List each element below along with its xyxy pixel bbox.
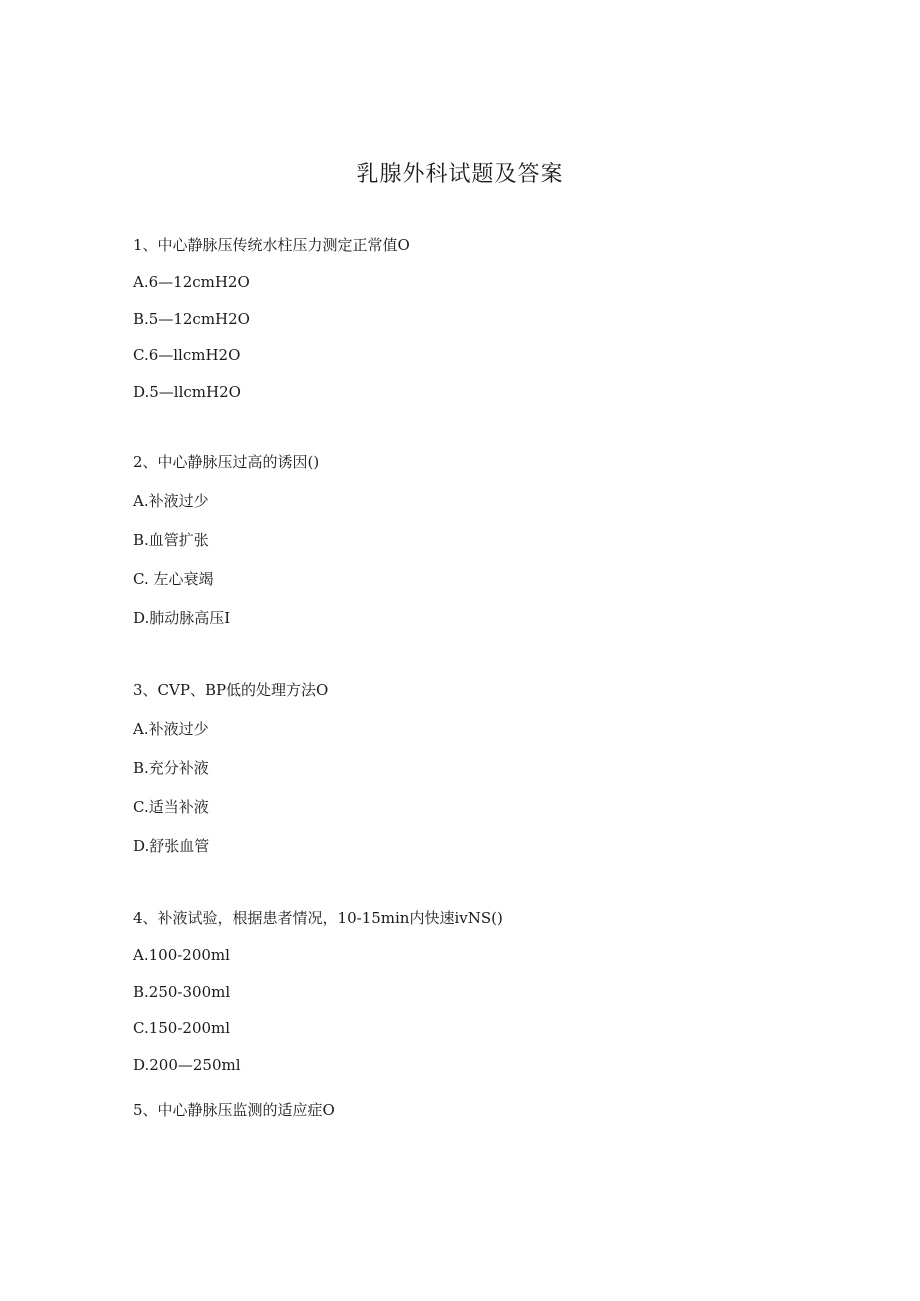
question-4-option-c: C.150-200ml bbox=[133, 1019, 231, 1037]
question-2-option-b: B.血管扩张 bbox=[133, 531, 209, 549]
question-2-option-c: C. 左心衰竭 bbox=[133, 570, 214, 588]
question-1-option-a: A.6—12cmH2O bbox=[133, 273, 250, 291]
question-3-option-c: C.适当补液 bbox=[133, 798, 209, 816]
question-3-stem: 3、CVP、BP低的处理方法O bbox=[133, 681, 329, 699]
question-1-stem: 1、中心静脉压传统水柱压力测定正常值O bbox=[133, 236, 410, 254]
question-1-option-d: D.5—llcmH2O bbox=[133, 383, 241, 401]
question-4-stem: 4、补液试验，根据患者情况，10-15min内快速ivNS() bbox=[133, 909, 503, 927]
question-2-option-d: D.肺动脉高压I bbox=[133, 609, 231, 627]
question-3-option-b: B.充分补液 bbox=[133, 759, 209, 777]
question-1-option-c: C.6—llcmH2O bbox=[133, 346, 241, 364]
question-2-stem: 2、中心静脉压过高的诱因() bbox=[133, 453, 320, 471]
question-3-option-a: A.补液过少 bbox=[133, 720, 209, 738]
question-4-option-d: D.200—250ml bbox=[133, 1056, 241, 1074]
page-title: 乳腺外科试题及答案 bbox=[356, 162, 564, 187]
question-1-option-b: B.5—12cmH2O bbox=[133, 310, 250, 328]
question-5-stem: 5、中心静脉压监测的适应症O bbox=[133, 1101, 335, 1119]
question-4-option-a: A.100-200ml bbox=[133, 946, 230, 964]
question-4-option-b: B.250-300ml bbox=[133, 983, 231, 1001]
question-3-option-d: D.舒张血管 bbox=[133, 837, 210, 855]
question-2-option-a: A.补液过少 bbox=[133, 492, 209, 510]
